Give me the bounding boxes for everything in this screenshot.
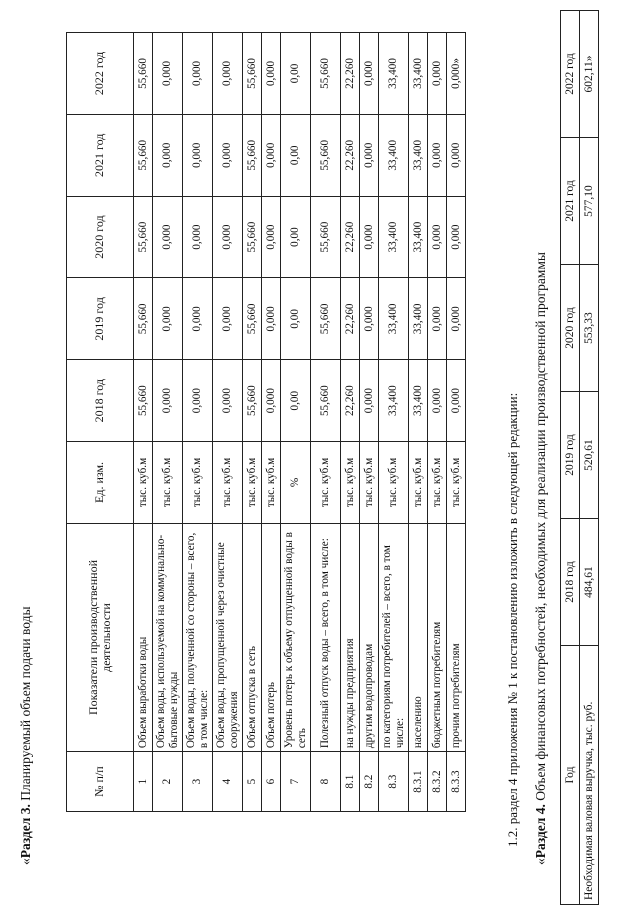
table-row — [262, 33, 281, 812]
row-indicator: другим водопроводам — [360, 523, 379, 751]
value-2020: 33,400 — [409, 196, 428, 278]
value-2020: 0,000 — [183, 196, 213, 278]
table-row — [428, 33, 447, 812]
value-2022: 0,000 — [262, 33, 281, 115]
value-2018: 33,400 — [409, 360, 428, 442]
header-2018: 2018 год — [561, 519, 580, 646]
value-2018: 0,000 — [262, 360, 281, 442]
row-indicator: бюджетным потребителям — [428, 523, 447, 751]
header-num: № п/п — [67, 752, 134, 812]
row-indicator: Объем отпуска в сеть — [243, 523, 262, 751]
header-2022: 2022 год — [561, 11, 580, 138]
value-2021: 0,000 — [213, 114, 243, 196]
value-2020: 0,000 — [262, 196, 281, 278]
value-2021: 0,000 — [360, 114, 379, 196]
header-2022: 2022 год — [67, 33, 134, 115]
value-2021: 55,660 — [311, 114, 341, 196]
amendment-paragraph: 1.2. раздел 4 приложения № 1 к постановлению изложить в следующей редакции: — [505, 392, 520, 847]
value-2019: 33,400 — [379, 278, 409, 360]
value-2022: 0,000 — [360, 33, 379, 115]
value-2018: 0,000 — [153, 360, 183, 442]
row-number: 8.3.3 — [447, 752, 466, 812]
row-indicator: Уровень потерь к объему отпущенной воды в сеть — [281, 523, 311, 751]
value-2021: 0,00 — [281, 114, 311, 196]
row-unit: тыс. куб.м — [262, 442, 281, 524]
row-unit: тыс. куб.м — [183, 442, 213, 524]
header-2019: 2019 год — [561, 392, 580, 519]
table-row — [281, 33, 311, 812]
row-number: 1 — [134, 752, 153, 812]
value-2022: 33,400 — [409, 33, 428, 115]
table-row — [360, 33, 379, 812]
header-2020: 2020 год — [67, 196, 134, 278]
row-indicator: Объем воды, используемой на коммунально-бытовые нужды — [153, 523, 183, 751]
header-2021: 2021 год — [67, 114, 134, 196]
row-unit: тыс. куб.м — [428, 442, 447, 524]
value-2019: 0,000 — [360, 278, 379, 360]
row-number: 5 — [243, 752, 262, 812]
row-indicator: Объем воды, пропущенной через очистные сооружения — [213, 523, 243, 751]
value-2019: 33,400 — [409, 278, 428, 360]
table-row — [311, 33, 341, 812]
table-row — [183, 33, 213, 812]
header-2020: 2020 год — [561, 265, 580, 392]
value-2020: 0,000 — [153, 196, 183, 278]
header-unit: Ед. изм. — [67, 442, 134, 524]
table-row — [134, 33, 153, 812]
table-row — [341, 33, 360, 812]
value-2019: 55,660 — [134, 278, 153, 360]
row-unit: % — [281, 442, 311, 524]
value-2020: 22,260 — [341, 196, 360, 278]
row-unit: тыс. куб.м — [213, 442, 243, 524]
value-2022: 55,660 — [243, 33, 262, 115]
row-unit: тыс. куб.м — [243, 442, 262, 524]
value-2019: 0,000 — [213, 278, 243, 360]
row-unit: тыс. куб.м — [311, 442, 341, 524]
header-indicator: Показатели производственной деятельности — [67, 523, 134, 751]
row-indicator: Объем потерь — [262, 523, 281, 751]
value-2022: 602,11» — [580, 11, 599, 138]
value-2019: 0,00 — [281, 278, 311, 360]
value-2021: 0,000 — [153, 114, 183, 196]
value-2019: 0,000 — [428, 278, 447, 360]
header-2021: 2021 год — [561, 138, 580, 265]
table-row — [153, 33, 183, 812]
row-number: 8 — [311, 752, 341, 812]
value-2019: 0,000 — [447, 278, 466, 360]
value-2018: 55,660 — [134, 360, 153, 442]
row-unit: тыс. куб.м — [447, 442, 466, 524]
value-2020: 553,33 — [580, 265, 599, 392]
value-2021: 22,260 — [341, 114, 360, 196]
value-2018: 484,61 — [580, 519, 599, 646]
value-2019: 0,000 — [153, 278, 183, 360]
value-2022: 0,000 — [428, 33, 447, 115]
value-2019: 55,660 — [243, 278, 262, 360]
row-unit: тыс. куб.м — [134, 442, 153, 524]
value-2018: 0,000 — [447, 360, 466, 442]
value-2022: 0,00 — [281, 33, 311, 115]
value-2018: 0,000 — [428, 360, 447, 442]
table-row — [379, 33, 409, 812]
value-2020: 33,400 — [379, 196, 409, 278]
row-unit: тыс. куб.м — [341, 442, 360, 524]
table-row — [580, 11, 599, 905]
row-unit: тыс. куб.м — [360, 442, 379, 524]
value-2021: 577,10 — [580, 138, 599, 265]
row-unit: тыс. куб.м — [379, 442, 409, 524]
row-unit: тыс. куб.м — [409, 442, 428, 524]
value-2019: 22,260 — [341, 278, 360, 360]
value-2021: 55,660 — [243, 114, 262, 196]
row-number: 7 — [281, 752, 311, 812]
value-2020: 0,000 — [360, 196, 379, 278]
value-2018: 22,260 — [341, 360, 360, 442]
value-2021: 0,000 — [183, 114, 213, 196]
value-2021: 55,660 — [134, 114, 153, 196]
row-indicator: Объем воды, полученной со стороны – всего, в том числе: — [183, 523, 213, 751]
header-year: Год — [561, 646, 580, 905]
row-indicator: Полезный отпуск воды – всего, в том числе: — [311, 523, 341, 751]
table-header-row — [561, 11, 580, 905]
value-2019: 55,660 — [311, 278, 341, 360]
value-2018: 0,000 — [360, 360, 379, 442]
section4-label: Раздел 4. — [533, 804, 548, 859]
value-2018: 55,660 — [243, 360, 262, 442]
header-2018: 2018 год — [67, 360, 134, 442]
value-2022: 0,000 — [183, 33, 213, 115]
table-row — [243, 33, 262, 812]
quote-open: « — [18, 858, 33, 865]
value-2018: 0,000 — [183, 360, 213, 442]
value-2020: 55,660 — [134, 196, 153, 278]
row-indicator: на нужды предприятия — [341, 523, 360, 751]
value-2019: 0,000 — [262, 278, 281, 360]
row-unit: тыс. куб.м — [153, 442, 183, 524]
row-number: 8.3.2 — [428, 752, 447, 812]
row-indicator: прочим потребителям — [447, 523, 466, 751]
value-2021: 0,000 — [262, 114, 281, 196]
value-2018: 55,660 — [311, 360, 341, 442]
row-indicator: по категориям потребителей – всего, в том числе: — [379, 523, 409, 751]
header-2019: 2019 год — [67, 278, 134, 360]
value-2021: 33,400 — [379, 114, 409, 196]
value-2021: 33,400 — [409, 114, 428, 196]
value-2021: 0,000 — [447, 114, 466, 196]
value-2020: 0,000 — [213, 196, 243, 278]
row-number: 2 — [153, 752, 183, 812]
value-2022: 55,660 — [311, 33, 341, 115]
value-2019: 0,000 — [183, 278, 213, 360]
section3-label: Раздел 3. — [18, 804, 33, 859]
value-2022: 33,400 — [379, 33, 409, 115]
financial-needs-table — [560, 10, 599, 905]
section3-title: Планируемый объем подачи воды — [18, 606, 33, 805]
value-2021: 0,000 — [428, 114, 447, 196]
value-2022: 0,000» — [447, 33, 466, 115]
table-row — [213, 33, 243, 812]
value-2019: 520,61 — [580, 392, 599, 519]
value-2020: 0,00 — [281, 196, 311, 278]
section3-heading — [18, 606, 34, 865]
value-2022: 22,260 — [341, 33, 360, 115]
row-indicator: населению — [409, 523, 428, 751]
value-2018: 0,000 — [213, 360, 243, 442]
value-2018: 33,400 — [379, 360, 409, 442]
value-2022: 55,660 — [134, 33, 153, 115]
value-2022: 0,000 — [153, 33, 183, 115]
row-number: 6 — [262, 752, 281, 812]
quote-open: « — [533, 858, 548, 865]
value-2018: 0,00 — [281, 360, 311, 442]
table-row — [409, 33, 428, 812]
row-indicator: Объем выработки воды — [134, 523, 153, 751]
value-2022: 0,000 — [213, 33, 243, 115]
value-2020: 0,000 — [447, 196, 466, 278]
table-header-row — [67, 33, 134, 812]
water-supply-table — [66, 32, 466, 812]
row-number: 8.1 — [341, 752, 360, 812]
value-2020: 55,660 — [311, 196, 341, 278]
row-number: 8.3 — [379, 752, 409, 812]
row-number: 8.2 — [360, 752, 379, 812]
table-row — [447, 33, 466, 812]
section4-heading — [533, 252, 549, 865]
row-number: 8.3.1 — [409, 752, 428, 812]
row-number: 3 — [183, 752, 213, 812]
row-number: 4 — [213, 752, 243, 812]
section4-title: Объем финансовых потребностей, необходимых для реализации производственной программы — [533, 252, 548, 805]
row-indicator: Необходимая валовая выручка, тыс. руб. — [580, 646, 599, 905]
value-2020: 55,660 — [243, 196, 262, 278]
value-2020: 0,000 — [428, 196, 447, 278]
